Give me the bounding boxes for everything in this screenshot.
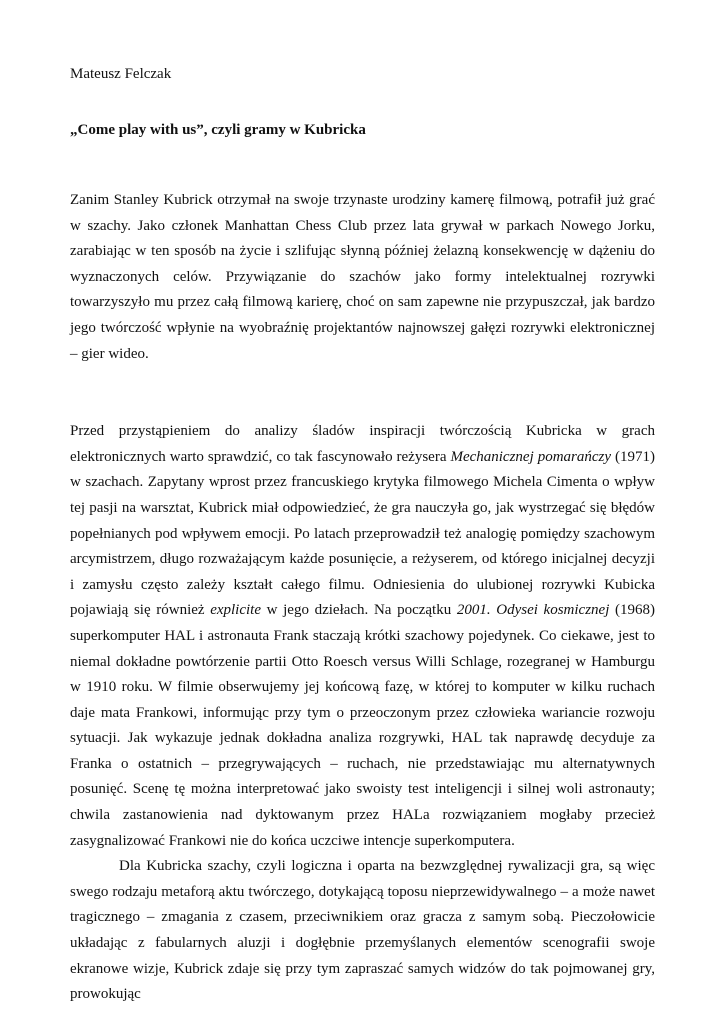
text-segment: (1971) w szachach. Zapytany wprost przez francuskiego krytyka filmowego Michela Cimenta o wpływ tej pasji na warsztat, Kubrick miał odpowiedzieć, że gra nauczyła go, jak wystrzegać się błędów popełnianych pod wpływem emocji. Po latach przeprowadził też analogię pomiędzy szachowym arcymistrzem, długo rozważającym każde posunięcie, a reżyserem, od którego inicjalnej decyzji i zamysłu często zależy kształt całego filmu. Odniesienia do ulubionej rozrywki Kubicka pojawiają się również bbox=[70, 448, 655, 619]
text-segment: Zanim Stanley Kubrick otrzymał na swoje trzynaste urodziny kamerę filmową, potrafił już grać w szachy. Jako członek Manhattan Chess Club przez lata grywał w parkach Nowego Jorku, zarabiając w ten sposób na życie i szlifując słynną później żelazną konsekwencję w dążeniu do wyznaczonych celów. Przywiązanie do szachów jako formy intelektualnej rozrywki towarzyszyło mu przez całą filmową karierę, choć on sam zapewne nie przypuszczał, jak bardzo jego twórczość wpłynie na wyobraźnię projektantów najnowszej gałęzi rozrywki elektronicznej – gier wideo. bbox=[70, 192, 655, 362]
text-segment: (1968) superkomputer HAL i astronauta Frank staczają krótki szachowy pojedynek. Co ciekawe, jest to niemal dokładne powtórzenie partii Otto Roesch versus Willi Schlage, rozegranej w Hamburgu w 1910 roku. W filmie obserwujemy jej końcową fazę, w której to komputer w kilku ruchach daje mata Frankowi, informując przy tym o przeoczonym przez człowieka wariancie rozwoju sytuacji. Jak wykazuje jednak dokładna analiza rozgrywki, HAL tak naprawdę decyduje za Franka o ostatnich – przegrywających – ruchach, nie przedstawiając mu alternatywnych posunięć. Scenę tę można interpretować jako swoisty test inteligencji i silnej woli astronauty; chwila zastanowienia nad dyktowanym przez HALa rozwiązaniem mogłaby przecież zasygnalizować Frankowi nie do końca uczciwe intencje superkomputera. bbox=[70, 602, 655, 849]
essay-title: „Come play with us”, czyli gramy w Kubricka bbox=[70, 122, 366, 138]
film-title-space-odyssey: 2001. Odysei kosmicznej bbox=[456, 602, 610, 619]
paragraph-intro bbox=[70, 188, 655, 367]
text-segment: Przed przystąpieniem do analizy śladów inspiracji twórczością Kubricka w grach elektronicznych warto sprawdzić, co tak fascynowało reżysera bbox=[70, 423, 655, 465]
paragraph-analysis bbox=[70, 419, 655, 854]
text-segment: w jego dziełach. Na początku bbox=[261, 602, 457, 619]
film-title-clockwork-orange: Mechanicznej pomarańczy bbox=[450, 448, 612, 465]
text-segment: Dla Kubricka szachy, czyli logiczna i oparta na bezwzględnej rywalizacji gra, są więc swego rodzaju metaforą aktu twórczego, dotykającą toposu nieprzewidywalnego – a może nawet tragicznego – zmagania z czasem, przeciwnikiem oraz gracza z samym sobą. Pieczołowicie układając z fabularnych aluzji i dogłębnie przemyślanych elementów scenografii swoje ekranowe wizje, Kubrick zdaje się przy tym zapraszać samych widzów do tak pojmowanej gry, prowokując bbox=[70, 858, 655, 1003]
document-page bbox=[70, 64, 655, 1008]
paragraph-metaphor bbox=[70, 854, 655, 1008]
latin-term-explicite: explicite bbox=[210, 602, 262, 619]
author-name: Mateusz Felczak bbox=[70, 66, 172, 82]
